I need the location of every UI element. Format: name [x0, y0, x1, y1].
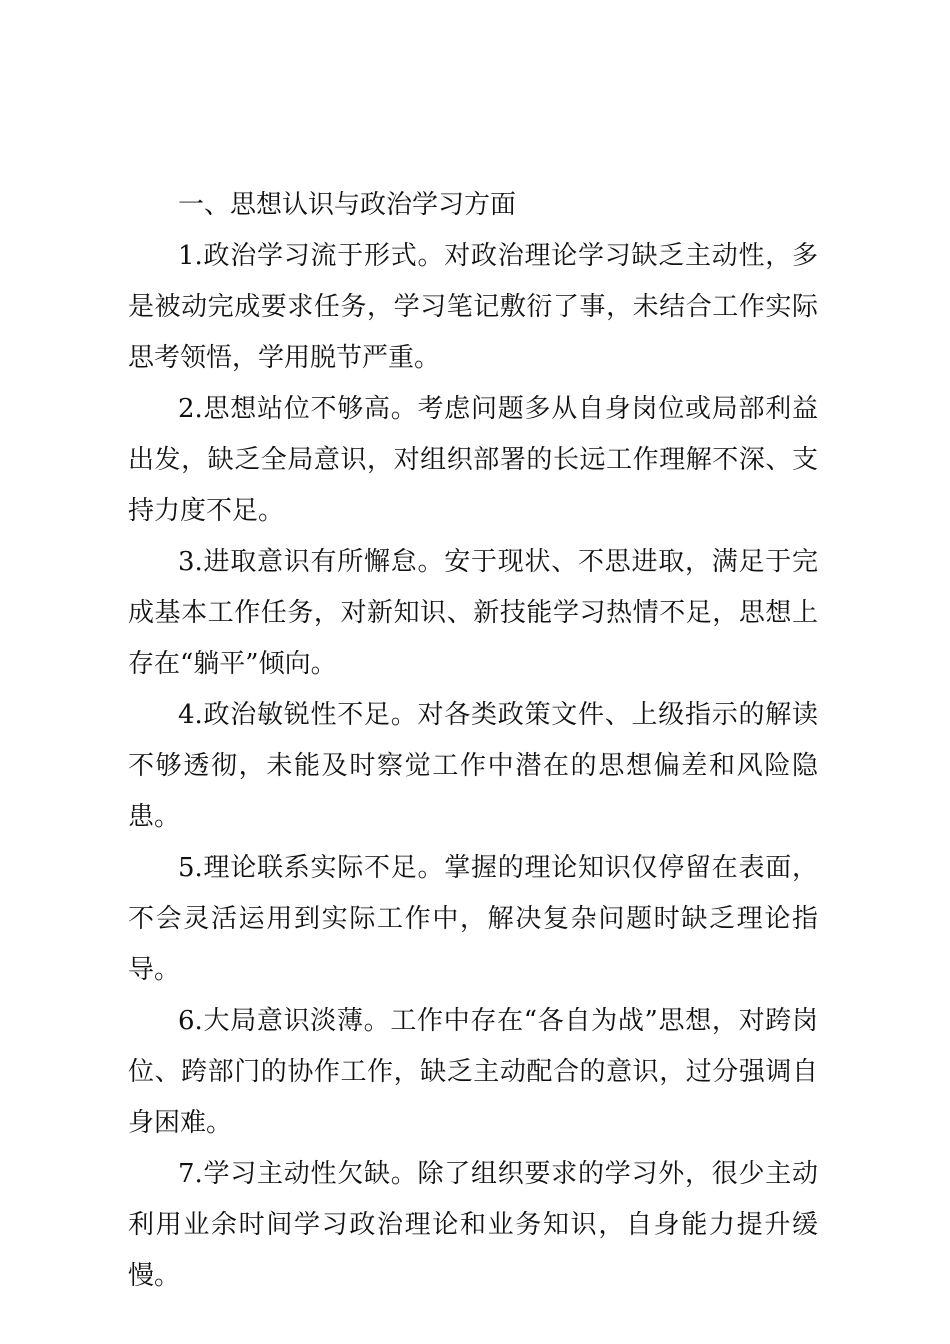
paragraph-5: 5.理论联系实际不足。掌握的理论知识仅停留在表面，不会灵活运用到实际工作中，解决复杂问题时缺乏理论指导。 — [128, 853, 818, 985]
paragraph-7: 7.学习主动性欠缺。除了组织要求的学习外，很少主动利用业余时间学习政治理论和业务知识，自身能力提升缓慢。 — [128, 1159, 818, 1291]
document-body — [128, 180, 818, 1302]
paragraph-6: 6.大局意识淡薄。工作中存在“各自为战”思想，对跨岗位、跨部门的协作工作，缺乏主动配合的意识，过分强调自身困难。 — [128, 1006, 818, 1138]
paragraph-1: 1.政治学习流于形式。对政治理论学习缺乏主动性，多是被动完成要求任务，学习笔记敷衍了事，未结合工作实际思考领悟，学用脱节严重。 — [128, 241, 818, 373]
paragraph-3: 3.进取意识有所懈怠。安于现状、不思进取，满足于完成基本工作任务，对新知识、新技能学习热情不足，思想上存在“躺平”倾向。 — [128, 547, 818, 679]
section-heading: 一、思想认识与政治学习方面 — [178, 190, 517, 220]
paragraph-4: 4.政治敏锐性不足。对各类政策文件、上级指示的解读不够透彻，未能及时察觉工作中潜在的思想偏差和风险隐患。 — [128, 700, 818, 832]
paragraph-2: 2.思想站位不够高。考虑问题多从自身岗位或局部利益出发，缺乏全局意识，对组织部署的长远工作理解不深、支持力度不足。 — [128, 394, 818, 526]
